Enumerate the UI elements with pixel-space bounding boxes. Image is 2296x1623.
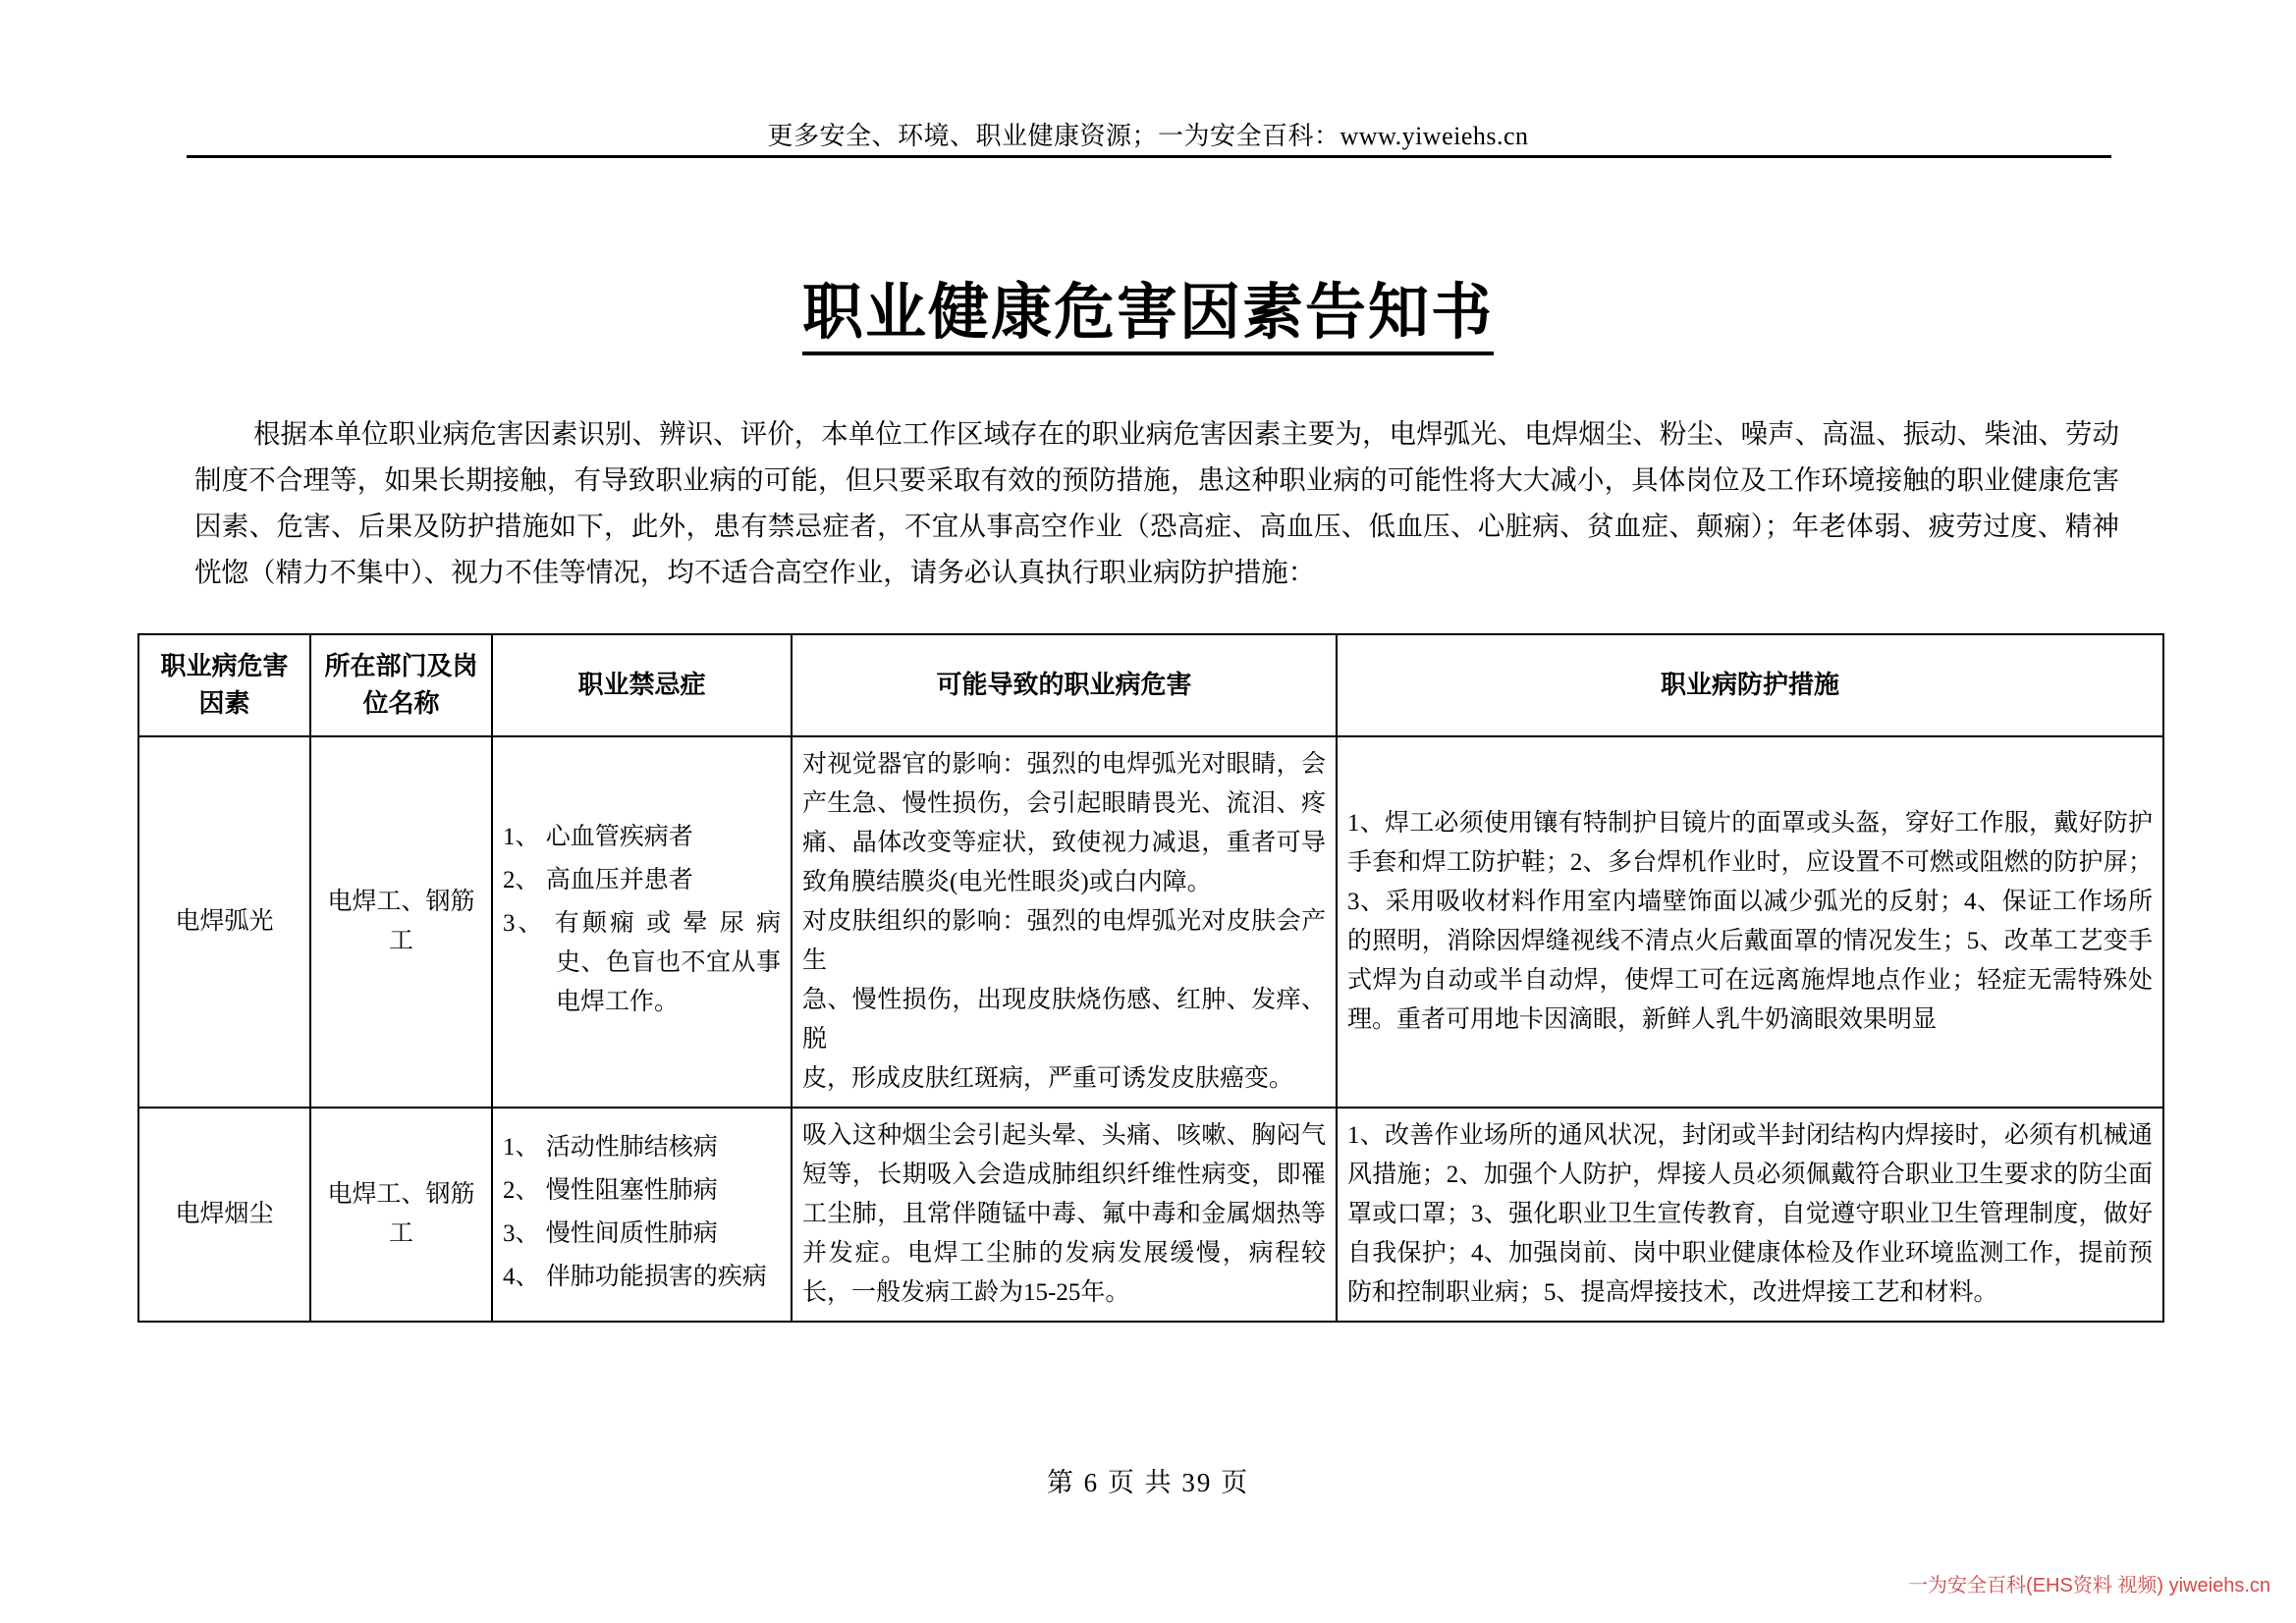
cell-factor: 电焊弧光 [138,736,310,1108]
contraindication-item: 3、 有颠痫 或 晕 尿 病史、色盲也不宜从事电焊工作。 [503,910,781,1015]
contraindication-item: 2、 慢性阻塞性肺病 [503,1177,718,1204]
page-title-text: 职业健康危害因素告知书 [802,276,1494,355]
cell-factor: 电焊烟尘 [138,1108,310,1322]
page-number: 第 6 页 共 39 页 [1046,1468,1250,1497]
intro-paragraph: 根据本单位职业病危害因素识别、辨识、评价，本单位工作区域存在的职业病危害因素主要为，电焊弧光、电焊烟尘、粉尘、噪声、高温、振动、柴油、劳动制度不合理等，如果长期接触，有导致职业病的可能，但只要采取有效的预防措施，患这种职业病的可能性将大大减小，具体岗位及工作环境接触的职业健康危害因素、危害、后果及防护措施如下，此外，患有禁忌症者，不宜从事高空作业（恐高症、高血压、低血压、心脏病、贫血症、颠痫）；年老体弱、疲劳过度、精神恍惚（精力不集中）、视力不佳等情况，均不适合高空作业，请务必认真执行职业病防护措施： [194,418,2119,587]
hazard-paragraph: 对皮肤组织的影响：强烈的电焊弧光对皮肤会产生 [802,908,1326,974]
contraindication-item: 4、 伴肺功能损害的疾病 [503,1264,767,1290]
cell-hazards [792,736,1337,1108]
table-header-row [138,634,2163,736]
header-note: 更多安全、环境、职业健康资源；一为安全百科：www.yiweiehs.cn [767,122,1529,150]
col-header-hazards: 可能导致的职业病危害 [792,634,1337,736]
header-divider [187,155,2111,158]
contraindication-item: 1、 活动性肺结核病 [503,1134,718,1161]
cell-measures: 1、改善作业场所的通风状况，封闭或半封闭结构内焊接时，必须有机械通风措施；2、加强个人防护，焊接人员必须佩戴符合职业卫生要求的防尘面罩或口罩；3、强化职业卫生宣传教育，自觉遵守职业卫生管理制度，做好自我保护；4、加强岗前、岗中职业健康体检及作业环境监测工作，提前预防和控制职业病；5、提高焊接技术，改进焊接工艺和材料。 [1337,1108,2163,1322]
cell-contraindications [492,1108,792,1322]
hazard-table [137,633,2164,1323]
hazard-paragraph: 皮，形成皮肤红斑病，严重可诱发皮肤癌变。 [802,1065,1294,1092]
cell-hazards [792,1108,1337,1322]
cell-department: 电焊工、钢筋工 [310,1108,492,1322]
hazard-paragraph: 吸入这种烟尘会引起头晕、头痛、咳嗽、胸闷气短等，长期吸入会造成肺组织纤维性病变，即罹工尘肺，且常伴随锰中毒、氟中毒和金属烟热等并发症。电焊工尘肺的发病发展缓慢，病程较长，一般发病工龄为15-25年。 [802,1122,1326,1306]
contraindication-item: 3、 慢性间质性肺病 [503,1220,718,1247]
col-header-contraindications: 职业禁忌症 [492,634,792,736]
table-row [138,1108,2163,1322]
contraindication-item: 1、 心血管疾病者 [503,824,693,850]
cell-contraindications [492,736,792,1108]
hazard-paragraph: 对视觉器官的影响：强烈的电焊弧光对眼睛，会产生急、慢性损伤，会引起眼睛畏光、流泪、疼痛、晶体改变等症状，致使视力减退，重者可导致角膜结膜炎(电光性眼炎)或白内障。 [802,751,1326,895]
col-header-factor: 职业病危害因素 [138,634,310,736]
cell-department: 电焊工、钢筋工 [310,736,492,1108]
table-row [138,736,2163,1108]
cell-measures: 1、焊工必须使用镶有特制护目镜片的面罩或头盔，穿好工作服，戴好防护手套和焊工防护鞋；2、多台焊机作业时，应设置不可燃或阻燃的防护屏；3、采用吸收材料作用室内墙壁饰面以减少弧光的反射；4、保证工作场所的照明，消除因焊缝视线不清点火后戴面罩的情况发生；5、改革工艺变手式焊为自动或半自动焊，使焊工可在远离施焊地点作业；轻症无需特殊处理。重者可用地卡因滴眼，新鲜人乳牛奶滴眼效果明显 [1337,736,2163,1108]
hazard-paragraph: 急、慢性损伤，出现皮肤烧伤感、红肿、发痒、脱 [802,987,1326,1053]
col-header-department: 所在部门及岗位名称 [310,634,492,736]
contraindication-item: 2、 高血压并患者 [503,867,693,893]
col-header-measures: 职业病防护措施 [1337,634,2163,736]
watermark: 一为安全百科(EHS资料 视频) yiweiehs.cn [1908,1575,2270,1596]
page-title [0,263,2296,351]
